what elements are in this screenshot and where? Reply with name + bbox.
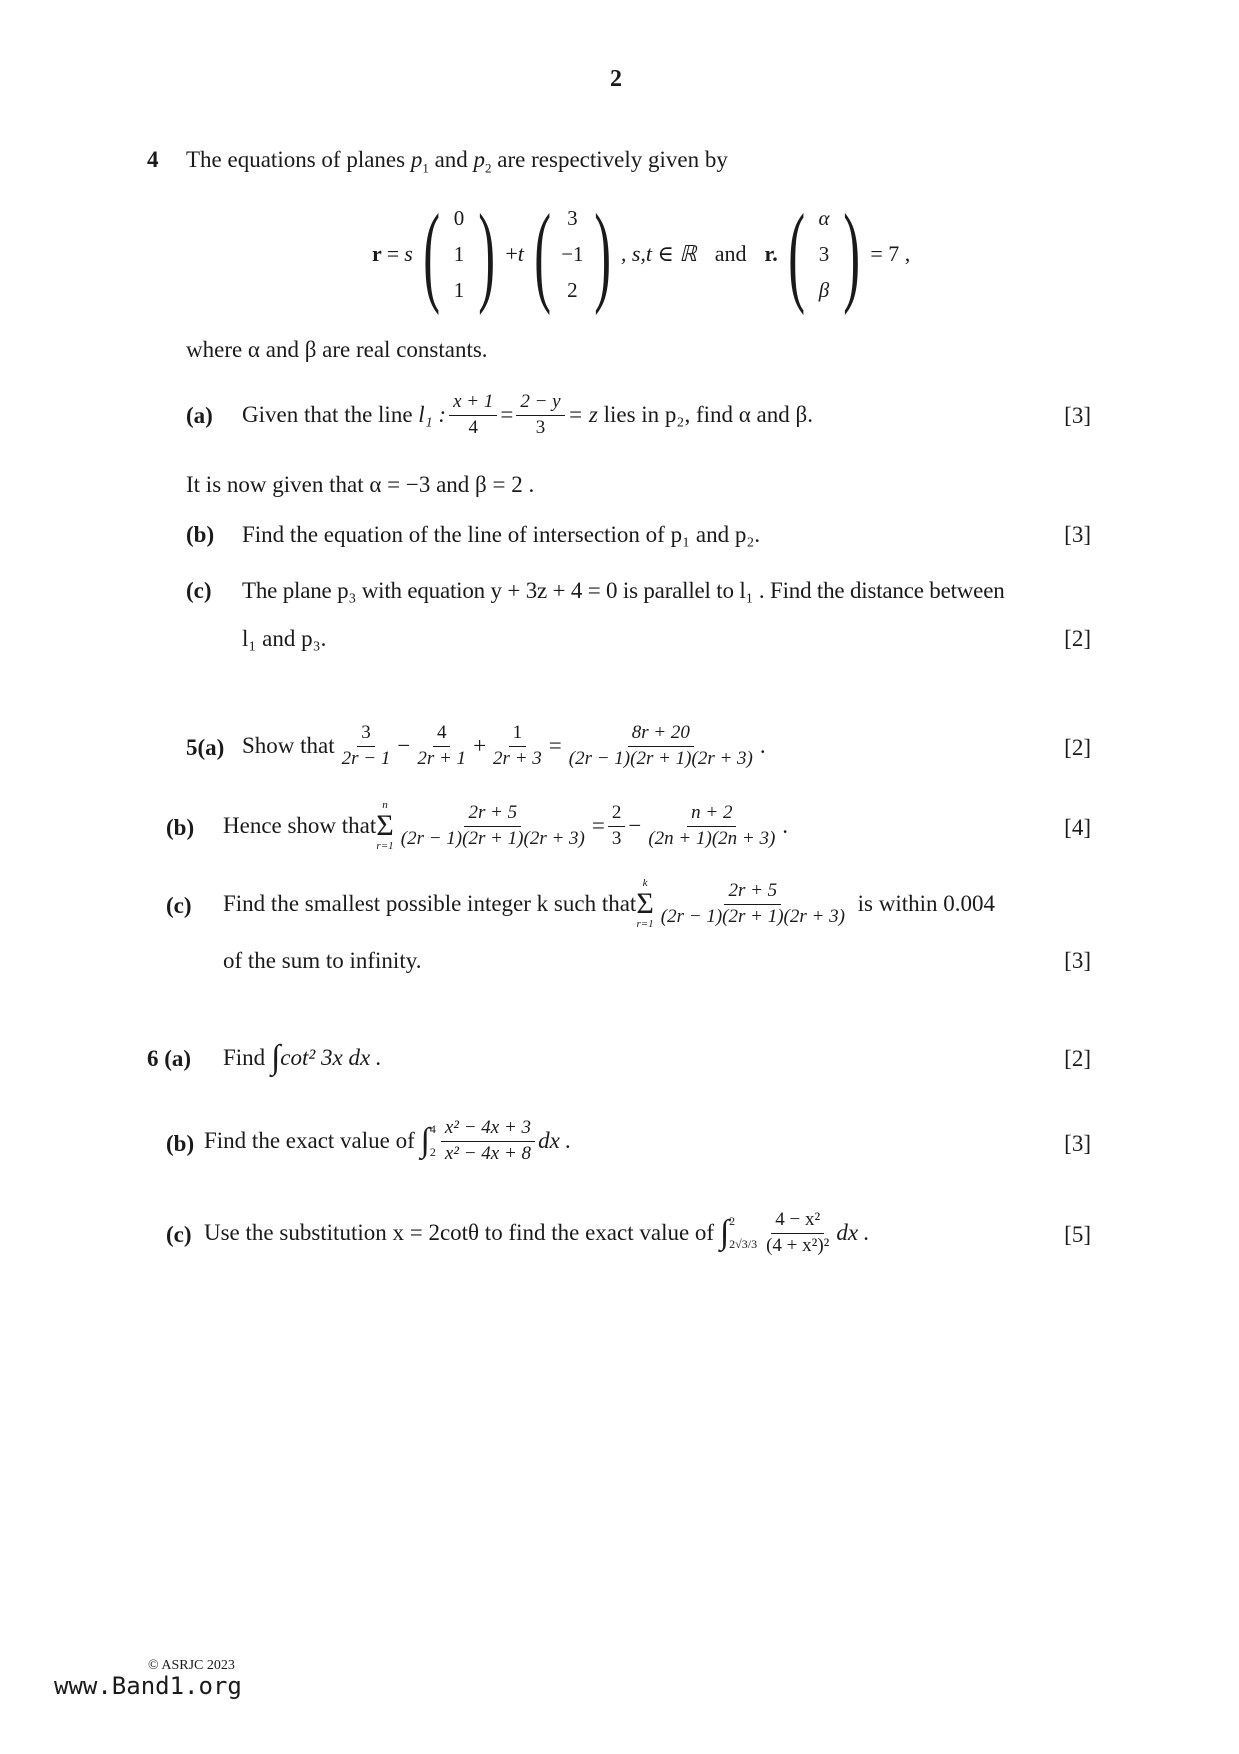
part-label: (c)	[166, 1222, 192, 1247]
plus: +	[473, 733, 487, 758]
intro-text-pre: The equations of planes	[186, 147, 406, 172]
sigma-lower: r=1	[376, 840, 394, 852]
part-5a-text	[242, 715, 766, 777]
dx: dx .	[538, 1128, 572, 1153]
sigma-sum	[636, 878, 653, 930]
vector-entry: 0	[453, 206, 465, 230]
part-6a-text	[223, 1036, 382, 1080]
plane-p2-subscript: 2	[485, 160, 492, 176]
fraction	[762, 1210, 833, 1257]
marks-badge: [3]	[1064, 948, 1091, 973]
fraction-numerator: x + 1	[449, 392, 497, 416]
vector-entry: 3	[567, 206, 578, 230]
marks-badge: [3]	[1064, 403, 1091, 428]
marks-badge: [3]	[1064, 522, 1091, 547]
fraction-numerator: 1	[509, 723, 527, 747]
plane-p2: p	[473, 147, 486, 172]
part-5c-text	[223, 873, 995, 935]
fraction-numerator: 4 − x²	[771, 1210, 824, 1234]
fraction-denominator: 2r + 3	[493, 747, 542, 769]
fraction	[516, 392, 564, 439]
vector-entry: 1	[453, 242, 465, 266]
fraction	[489, 723, 546, 770]
equals: =	[500, 402, 514, 427]
fraction-denominator: (2r − 1)(2r + 1)(2r + 3)	[400, 827, 585, 849]
fraction-numerator: 8r + 20	[628, 723, 694, 747]
vector-2	[524, 192, 621, 316]
left-paren: (	[534, 192, 551, 316]
fraction	[565, 723, 757, 770]
show-that: Show that	[242, 733, 335, 758]
fraction-denominator: 3	[611, 827, 622, 849]
fraction-numerator: x² − 4x + 3	[441, 1118, 535, 1142]
part-label: (c)	[186, 578, 212, 603]
fraction	[657, 881, 849, 928]
sigma-icon: Σ	[376, 809, 394, 842]
website-watermark[interactable]: www.Band1.org	[54, 1672, 242, 1700]
integral-limits	[430, 1118, 436, 1164]
sigma-upper: k	[642, 877, 648, 889]
fraction-denominator: 2r + 1	[417, 747, 467, 769]
equals: =	[548, 733, 562, 758]
upper-limit: 4	[429, 1122, 436, 1137]
plane-p1: p	[410, 147, 423, 172]
marks-badge: [5]	[1064, 1222, 1091, 1247]
vector-3	[778, 192, 871, 316]
vector-entry: β	[818, 278, 830, 302]
left-paren: (	[423, 192, 440, 316]
right-paren: )	[843, 192, 861, 316]
fraction-numerator: 2	[608, 803, 626, 827]
sigma-sum	[376, 800, 393, 852]
eq-and: and	[714, 241, 747, 266]
fraction	[608, 803, 626, 850]
vector-entry: −1	[561, 242, 584, 266]
part-a-pre: Given that the line	[242, 402, 413, 427]
part-5c-pre: Find the smallest possible integer k such that	[223, 891, 637, 916]
plane-equations	[372, 192, 911, 316]
sigma-lower: r=1	[636, 918, 654, 930]
lower-limit: 2√3/3	[729, 1237, 758, 1251]
plane-p1-subscript: 1	[422, 160, 429, 176]
fraction	[441, 1118, 535, 1165]
fraction	[413, 723, 470, 770]
part-label: (a)	[186, 403, 213, 428]
part-6c-pre: Use the substitution x = 2cotθ to find the exact value of	[204, 1220, 715, 1245]
fraction	[397, 803, 589, 850]
find-word: Find	[223, 1045, 266, 1070]
fraction-denominator: x² − 4x + 8	[444, 1142, 532, 1164]
sigma-icon: Σ	[636, 887, 654, 920]
question-number: 4	[147, 147, 159, 172]
marks-badge: [2]	[1064, 735, 1091, 760]
fraction-denominator: 3	[535, 416, 546, 438]
minus: −	[628, 813, 642, 838]
fraction	[449, 392, 497, 439]
fraction-numerator: n + 2	[687, 803, 736, 827]
vector-entry: 1	[453, 278, 465, 302]
intro-text-post: are respectively given by	[497, 147, 728, 172]
part-6b-pre: Find the exact value of	[204, 1128, 415, 1153]
eq-s: s	[404, 241, 413, 266]
eq-plus: +	[505, 241, 518, 266]
dx: dx .	[836, 1220, 870, 1245]
part-c-text-line2: l₁ and p₃.	[242, 626, 327, 651]
hence-show-that: Hence show that	[223, 813, 377, 838]
part-5b-text	[223, 795, 788, 857]
right-paren: )	[478, 192, 496, 316]
page-number: 2	[610, 66, 622, 92]
fraction-numerator: 2r + 5	[724, 881, 781, 905]
eq-t: t	[517, 241, 524, 266]
eq-equals: =	[386, 241, 400, 266]
integral-icon: ∫	[270, 1039, 281, 1076]
minus: −	[397, 733, 411, 758]
period: .	[759, 733, 766, 758]
lower-limit: 2	[429, 1145, 436, 1159]
fraction-denominator: (4 + x²)²	[766, 1234, 830, 1256]
part-label: (b)	[166, 815, 195, 840]
part-label: (c)	[166, 893, 192, 918]
eq-rhs: = 7 ,	[870, 241, 911, 266]
equals: =	[591, 813, 605, 838]
fraction-numerator: 2 − y	[516, 392, 564, 416]
left-paren: (	[787, 192, 805, 316]
marks-badge: [2]	[1064, 626, 1091, 651]
constants-statement: where α and β are real constants.	[186, 337, 488, 362]
marks-badge: [3]	[1064, 1131, 1091, 1156]
part-label: 6 (a)	[147, 1046, 192, 1071]
fraction-denominator: (2r − 1)(2r + 1)(2r + 3)	[568, 747, 753, 769]
fraction-numerator: 2r + 5	[464, 803, 521, 827]
upper-limit: 2	[729, 1214, 736, 1229]
part-6b-text	[204, 1108, 571, 1174]
line-l1-label: l₁ :	[418, 402, 447, 427]
part-5c-post: is within 0.004	[857, 891, 996, 916]
part-a-text	[242, 385, 813, 445]
marks-badge: [2]	[1064, 1046, 1091, 1071]
part-c-text-line1: The plane p₃ with equation y + 3z + 4 = 0 is parallel to l₁ . Find the distance between	[242, 578, 1005, 603]
part-label: 5(a)	[186, 735, 225, 760]
vector-1	[413, 192, 506, 316]
part-b-text: Find the equation of the line of intersection of p₁ and p₂.	[242, 522, 761, 547]
marks-badge: [4]	[1064, 815, 1091, 840]
fraction	[338, 723, 395, 770]
period: .	[782, 813, 789, 838]
sigma-upper: n	[382, 799, 388, 811]
vector-entry: 3	[818, 242, 830, 266]
fraction-denominator: 4	[468, 416, 478, 438]
fraction-numerator: 3	[357, 723, 375, 747]
copyright-notice: © ASRJC 2023	[148, 1658, 235, 1673]
eq-r: r	[372, 241, 382, 266]
and-word: and	[434, 147, 468, 172]
integral-limits	[729, 1210, 757, 1256]
integral-icon: ∫	[420, 1122, 430, 1159]
fraction-numerator: 4	[433, 723, 451, 747]
right-paren: )	[593, 192, 611, 316]
fraction-denominator: (2r − 1)(2r + 1)(2r + 3)	[660, 905, 845, 927]
given-statement: It is now given that α = −3 and β = 2 .	[186, 472, 535, 497]
part-a-post: lies in p₂, find α and β.	[603, 402, 813, 427]
equals-z: = z	[567, 402, 598, 427]
part-6c-text	[204, 1198, 870, 1268]
eq-r-dot: r.	[764, 241, 778, 266]
fraction-denominator: 2r − 1	[341, 747, 391, 769]
part-label: (b)	[186, 522, 215, 547]
part-label: (b)	[166, 1131, 195, 1156]
fraction	[644, 803, 779, 850]
eq-params: , s,t ∈ ℝ	[620, 241, 697, 266]
integrand: cot² 3x dx .	[280, 1045, 382, 1070]
vector-entry: α	[818, 206, 830, 230]
integral-icon: ∫	[719, 1214, 730, 1251]
part-5c-line2: of the sum to infinity.	[223, 948, 422, 973]
question-intro	[186, 147, 728, 177]
vector-entry: 2	[567, 278, 578, 302]
fraction-denominator: (2n + 1)(2n + 3)	[648, 827, 776, 849]
